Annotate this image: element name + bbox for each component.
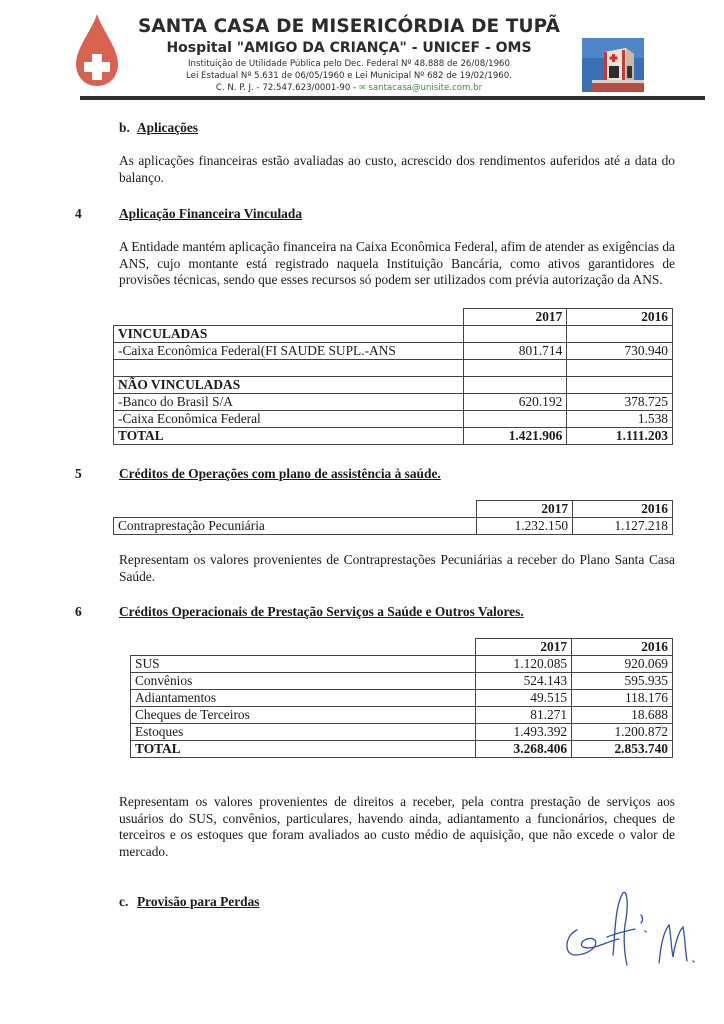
table-row <box>114 343 673 360</box>
table-total-row <box>131 741 673 758</box>
table-operational-credits <box>130 638 673 758</box>
section-b-body: As aplicações financeiras estão avaliadas ao custo, acrescido dos rendimentos auferidos até a data do balanço. <box>119 153 675 185</box>
row-label: Convênios <box>131 673 476 690</box>
decree-line: Instituição de Utilidade Pública pelo Dec. Federal Nº 48.888 de 26/08/1960 <box>188 59 510 69</box>
value-2016: 2.853.740 <box>572 741 673 758</box>
letterhead <box>0 0 724 100</box>
row-label: TOTAL <box>114 428 464 445</box>
table-header-row <box>114 501 673 518</box>
table-row <box>131 673 673 690</box>
row-label: NÃO VINCULADAS <box>114 377 464 394</box>
section-5-title: Créditos de Operações com plano de assistência à saúde. <box>119 466 441 481</box>
value-2017: 801.714 <box>463 343 567 360</box>
table-header-row <box>131 639 673 656</box>
row-label: Cheques de Terceiros <box>131 707 476 724</box>
header-empty-cell <box>114 501 477 518</box>
header-divider <box>80 96 705 100</box>
table-row <box>114 326 673 343</box>
value-2017: 1.421.906 <box>463 428 567 445</box>
row-label: -Caixa Econômica Federal <box>114 411 464 428</box>
value-2016: 18.688 <box>572 707 673 724</box>
col-2016: 2016 <box>573 501 673 518</box>
table-row <box>131 690 673 707</box>
value-2016 <box>567 377 673 394</box>
value-2017 <box>463 326 567 343</box>
blood-drop-cross-icon <box>72 12 122 88</box>
value-2017 <box>463 411 567 428</box>
cnpj-text: C. N. P. J. - 72.547.623/0001-90 - <box>215 83 357 93</box>
value-2017: 1.493.392 <box>476 724 572 741</box>
law-line: Lei Estadual Nº 5.631 de 06/05/1960 e Lei Municipal Nº 682 de 19/02/1960. <box>186 71 512 81</box>
institution-name: SANTA CASA DE MISERICÓRDIA DE TUPÃ <box>137 16 561 37</box>
table-row <box>131 724 673 741</box>
table-total-row <box>114 428 673 445</box>
value-2016: 1.111.203 <box>567 428 673 445</box>
row-label: Contraprestação Pecuniária <box>114 518 477 535</box>
table-row <box>131 656 673 673</box>
table-header-row <box>114 309 673 326</box>
row-label: Estoques <box>131 724 476 741</box>
value-2017 <box>463 360 567 377</box>
section-c-title: Provisão para Perdas <box>137 894 260 909</box>
value-2017: 1.232.150 <box>477 518 573 535</box>
value-2016: 595.935 <box>572 673 673 690</box>
value-2017: 49.515 <box>476 690 572 707</box>
section-6-body: Representam os valores provenientes de direitos a receber, pela contra prestação de serviços aos usuários do SUS, convênios, particulares, havendo ainda, adiantamento a funcionários, cheques de terceiros e os estoques que foram avaliados ao custo médio de aquisição, que não excede o valor de mercado. <box>119 794 675 859</box>
value-2017 <box>463 377 567 394</box>
section-b-title: Aplicações <box>137 120 198 135</box>
table-row-spacer <box>114 360 673 377</box>
value-2016: 378.725 <box>567 394 673 411</box>
col-2017: 2017 <box>476 639 572 656</box>
email-icon: ✉ <box>358 83 366 92</box>
value-2016 <box>567 326 673 343</box>
section-5-body: Representam os valores provenientes de Contraprestações Pecuniárias a receber do Plano Santa Casa Saúde. <box>119 552 675 584</box>
value-2016: 1.127.218 <box>573 518 673 535</box>
table-applications <box>113 308 673 445</box>
section-6-title: Créditos Operacionais de Prestação Serviços a Saúde e Outros Valores. <box>119 604 524 619</box>
row-label <box>114 360 464 377</box>
value-2016: 920.069 <box>572 656 673 673</box>
section-4-number: 4 <box>75 206 82 221</box>
row-label: VINCULADAS <box>114 326 464 343</box>
value-2016: 118.176 <box>572 690 673 707</box>
value-2016: 1.538 <box>567 411 673 428</box>
value-2016 <box>567 360 673 377</box>
table-row <box>114 394 673 411</box>
row-label: SUS <box>131 656 476 673</box>
value-2017: 3.268.406 <box>476 741 572 758</box>
hospital-building-photo <box>582 38 644 92</box>
col-2016: 2016 <box>567 309 673 326</box>
value-2017: 620.192 <box>463 394 567 411</box>
row-label: -Banco do Brasil S/A <box>114 394 464 411</box>
section-c-label: c. <box>119 894 129 909</box>
row-label: TOTAL <box>131 741 476 758</box>
col-2016: 2016 <box>572 639 673 656</box>
institution-subtitle: Hospital "AMIGO DA CRIANÇA" - UNICEF - OMS <box>166 40 532 56</box>
row-label: -Caixa Econômica Federal(FI SAUDE SUPL.-ANS <box>114 343 464 360</box>
cnpj-line <box>124 83 574 93</box>
table-row <box>131 707 673 724</box>
value-2017: 1.120.085 <box>476 656 572 673</box>
value-2017: 524.143 <box>476 673 572 690</box>
section-4-body: A Entidade mantém aplicação financeira na Caixa Econômica Federal, afim de atender as exigências da ANS, cujo montante está registrado naquela Instituição Bancária, como ativos garantidores de provisões técnicas, sendo que esses recursos só podem ser utilizados com prévia autorização da ANS. <box>119 239 675 287</box>
col-2017: 2017 <box>463 309 567 326</box>
table-row <box>114 518 673 535</box>
col-2017: 2017 <box>477 501 573 518</box>
header-empty-cell <box>131 639 476 656</box>
section-5-number: 5 <box>75 466 82 481</box>
handwritten-signature <box>555 885 715 970</box>
table-row <box>114 377 673 394</box>
row-label: Adiantamentos <box>131 690 476 707</box>
value-2016: 1.200.872 <box>572 724 673 741</box>
table-health-plan-credits <box>113 500 673 535</box>
section-4-title: Aplicação Financeira Vinculada <box>119 206 303 221</box>
section-6-number: 6 <box>75 604 82 619</box>
email-link[interactable]: santacasa@unisite.com.br <box>368 83 483 93</box>
value-2017: 81.271 <box>476 707 572 724</box>
header-empty-cell <box>114 309 464 326</box>
value-2016: 730.940 <box>567 343 673 360</box>
table-row <box>114 411 673 428</box>
section-b-label: b. <box>119 120 130 135</box>
